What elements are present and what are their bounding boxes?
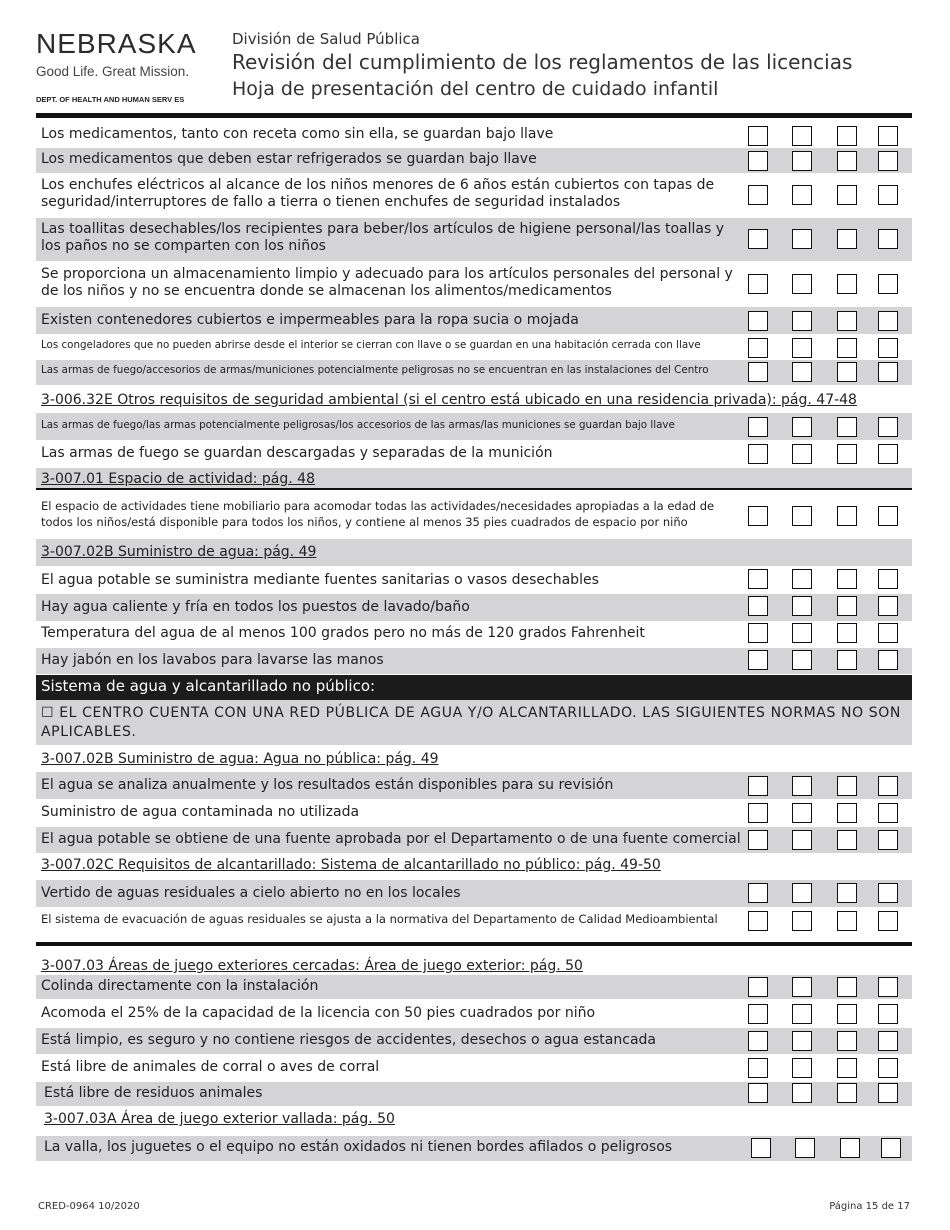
page-number: Página 15 de 17 <box>829 1201 910 1212</box>
checkbox-col-4[interactable] <box>878 151 898 171</box>
checklist-row <box>36 772 912 799</box>
section-heading <box>36 746 912 771</box>
row-label: Suministro de agua contaminada no utilizada <box>41 804 360 820</box>
section-divider <box>36 488 912 490</box>
row-label: El agua potable se suministra mediante fuentes sanitarias o vasos desechables <box>41 572 599 588</box>
checklist-row <box>36 648 912 674</box>
row-label: El sistema de evacuación de aguas residuales se ajusta a la normativa del Departamento de Calidad Medioambiental <box>41 912 718 926</box>
checklist-row <box>36 975 912 999</box>
row-label: 3-007.02C Requisitos de alcantarillado: Sistema de alcantarillado no público: pág. 49-50 <box>41 857 661 873</box>
checkbox-col-2[interactable] <box>792 444 812 464</box>
row-label: 3-007.03A Área de juego exterior vallada: pág. 50 <box>44 1111 395 1127</box>
checklist-row <box>36 594 912 621</box>
division-name: División de Salud Pública <box>232 30 420 48</box>
section-heading <box>36 948 912 974</box>
page-subtitle: Hoja de presentación del centro de cuidado infantil <box>232 78 719 100</box>
row-label: Los congeladores que no pueden abrirse desde el interior se cierran con llave o se guardan en una habitación cerrada con llave <box>41 339 701 351</box>
checkbox-col-2[interactable] <box>792 1083 812 1103</box>
row-label: Existen contenedores cubiertos e impermeables para la ropa sucia o mojada <box>41 312 579 328</box>
checkbox-col-4[interactable] <box>878 569 898 589</box>
checkbox-col-4[interactable] <box>878 506 898 526</box>
row-label: Está limpio, es seguro y no contiene riesgos de accidentes, desechos o agua estancada <box>41 1032 656 1048</box>
checkbox-col-3[interactable] <box>837 569 857 589</box>
checkbox-col-3[interactable] <box>837 911 857 931</box>
checkbox-col-4[interactable] <box>878 650 898 670</box>
checkbox-col-1[interactable] <box>748 776 768 796</box>
document-header <box>232 30 852 100</box>
row-label: Colinda directamente con la instalación <box>41 978 319 994</box>
checkbox-col-2[interactable] <box>792 362 812 382</box>
checkbox-col-4[interactable] <box>878 883 898 903</box>
checklist-row <box>36 122 912 147</box>
row-label: ☐ EL CENTRO CUENTA CON UNA RED PÚBLICA DE AGUA Y/O ALCANTARILLADO. LAS SIGUIENTES NORMAS NO SON APLICABLES. <box>41 705 901 740</box>
checklist-row <box>36 360 912 385</box>
checkbox-col-4[interactable] <box>878 311 898 331</box>
checkbox-col-4[interactable] <box>878 1004 898 1024</box>
checkbox-col-4[interactable] <box>878 776 898 796</box>
checklist-row <box>36 1136 912 1161</box>
checkbox-col-2[interactable] <box>792 776 812 796</box>
checkbox-col-1[interactable] <box>748 185 768 205</box>
section-heading <box>36 468 912 489</box>
section-heading <box>36 1108 912 1132</box>
checkbox-col-2[interactable] <box>792 506 812 526</box>
checkbox-col-2[interactable] <box>792 185 812 205</box>
row-label: 3-007.03 Áreas de juego exteriores cercadas: Área de juego exterior: pág. 50 <box>41 958 583 974</box>
row-label: Las toallitas desechables/los recipientes para beber/los artículos de higiene personal/las toallas y los paños no se comparten con los niños <box>41 221 725 254</box>
checkbox-col-1[interactable] <box>748 229 768 249</box>
checkbox-col-2[interactable] <box>792 126 812 146</box>
checkbox-col-2[interactable] <box>792 417 812 437</box>
row-label: El agua se analiza anualmente y los resultados están disponibles para su revisión <box>41 777 614 793</box>
checkbox-col-1[interactable] <box>748 151 768 171</box>
checkbox-col-2[interactable] <box>792 623 812 643</box>
checkbox-col-4[interactable] <box>878 1058 898 1078</box>
section-heading <box>36 387 912 412</box>
form-id: CRED-0964 10/2020 <box>38 1201 140 1212</box>
checkbox-col-4[interactable] <box>878 362 898 382</box>
checkbox-col-3[interactable] <box>837 417 857 437</box>
checkbox-col-2[interactable] <box>792 830 812 850</box>
checkbox-col-2[interactable] <box>792 311 812 331</box>
row-label: El espacio de actividades tiene mobiliario para acomodar todas las actividades/necesidades apropiadas a la edad de todos los niños/está disponible para todos los niños, y contiene al menos 35 pies cuadrados de espacio por niño <box>41 499 715 529</box>
row-label: 3-007.02B Suministro de agua: Agua no pública: pág. 49 <box>41 751 439 767</box>
checkbox-col-2[interactable] <box>792 883 812 903</box>
checkbox-col-2[interactable] <box>792 1031 812 1051</box>
checkbox-col-1[interactable] <box>748 1031 768 1051</box>
checkbox-col-3[interactable] <box>837 1083 857 1103</box>
logo-wordmark: NEBRASKA <box>36 28 197 59</box>
checkbox-col-3[interactable] <box>837 311 857 331</box>
row-label: Se proporciona un almacenamiento limpio y adecuado para los artículos personales del personal y de los niños y no se encuentra donde se almacenan los alimentos/medicamentos <box>41 266 733 299</box>
checkbox-col-1[interactable] <box>748 803 768 823</box>
checklist-row <box>36 413 912 440</box>
checklist-row <box>36 880 912 907</box>
checkbox-col-3[interactable] <box>837 1058 857 1078</box>
checkbox-col-3[interactable] <box>837 229 857 249</box>
checkbox-col-4[interactable] <box>878 803 898 823</box>
checkbox-col-4[interactable] <box>878 229 898 249</box>
checklist-row <box>36 1028 912 1054</box>
checkbox-col-1[interactable] <box>748 444 768 464</box>
checklist-row <box>36 335 912 359</box>
checkbox-col-3[interactable] <box>837 444 857 464</box>
checkbox-col-2[interactable] <box>792 1004 812 1024</box>
checkbox-col-1[interactable] <box>748 417 768 437</box>
checkbox-col-4[interactable] <box>878 1031 898 1051</box>
checkbox-col-3[interactable] <box>837 274 857 294</box>
row-label: Hay jabón en los lavabos para lavarse las manos <box>41 652 384 668</box>
section-band <box>36 675 912 700</box>
checklist-row <box>36 490 912 538</box>
checkbox-col-3[interactable] <box>837 185 857 205</box>
checkbox-col-2[interactable] <box>792 977 812 997</box>
checkbox-col-3[interactable] <box>840 1138 860 1158</box>
checkbox-col-3[interactable] <box>837 596 857 616</box>
checklist-row <box>36 263 912 306</box>
page-title: Revisión del cumplimiento de los reglamentos de las licencias <box>232 50 853 74</box>
checkbox-col-1[interactable] <box>748 274 768 294</box>
section-heading <box>36 853 912 879</box>
checkbox-col-3[interactable] <box>837 126 857 146</box>
checklist-row <box>36 1082 912 1106</box>
row-label: Acomoda el 25% de la capacidad de la licencia con 50 pies cuadrados por niño <box>41 1005 596 1021</box>
section-heading <box>36 539 912 566</box>
row-label: Temperatura del agua de al menos 100 grados pero no más de 120 grados Fahrenheit <box>41 625 645 641</box>
checklist-row <box>36 174 912 216</box>
checkbox-col-2[interactable] <box>792 151 812 171</box>
checkbox-col-1[interactable] <box>748 338 768 358</box>
header-divider <box>36 113 912 118</box>
checkbox-col-4[interactable] <box>878 417 898 437</box>
checklist-row <box>36 148 912 173</box>
logo-tagline: Good Life. Great Mission. <box>36 64 190 79</box>
checkbox-col-2[interactable] <box>792 338 812 358</box>
checkbox-col-4[interactable] <box>878 274 898 294</box>
row-label: Los medicamentos que deben estar refrigerados se guardan bajo llave <box>41 151 537 167</box>
checkbox-col-4[interactable] <box>878 338 898 358</box>
checkbox-col-1[interactable] <box>748 830 768 850</box>
checkbox-col-2[interactable] <box>795 1138 815 1158</box>
checkbox-col-1[interactable] <box>748 126 768 146</box>
checkbox-col-3[interactable] <box>837 1031 857 1051</box>
checkbox-col-4[interactable] <box>878 444 898 464</box>
checkbox-col-3[interactable] <box>837 883 857 903</box>
row-label: Vertido de aguas residuales a cielo abierto no en los locales <box>41 885 461 901</box>
checklist-row <box>36 800 912 826</box>
checkbox-col-1[interactable] <box>748 569 768 589</box>
checkbox-col-3[interactable] <box>837 830 857 850</box>
checklist-row <box>36 440 912 467</box>
row-label: Está libre de residuos animales <box>44 1085 263 1101</box>
checkbox-col-4[interactable] <box>878 1083 898 1103</box>
checklist-row <box>36 621 912 648</box>
row-label: Los enchufes eléctricos al alcance de los niños menores de 6 años están cubiertos con tapas de seguridad/interruptores de fallo a tierra o tienen enchufes de seguridad instalados <box>41 177 715 210</box>
row-label: Las armas de fuego/accesorios de armas/municiones potencialmente peligrosas no se encuentran en las instalaciones del Centro <box>41 364 709 376</box>
row-label: 3-007.01 Espacio de actividad: pág. 48 <box>41 471 315 487</box>
row-label: Las armas de fuego se guardan descargadas y separadas de la munición <box>41 445 553 461</box>
checklist-row <box>36 1001 912 1027</box>
section-divider <box>36 942 912 946</box>
checkbox-col-1[interactable] <box>748 506 768 526</box>
checkbox-col-3[interactable] <box>837 650 857 670</box>
checklist-row <box>36 218 912 261</box>
checkbox-col-4[interactable] <box>878 911 898 931</box>
row-label: Las armas de fuego/las armas potencialmente peligrosas/los accesorios de las armas/las municiones se guardan bajo llave <box>41 419 675 431</box>
checkbox-col-1[interactable] <box>751 1138 771 1158</box>
checkbox-col-4[interactable] <box>878 185 898 205</box>
checkbox-col-3[interactable] <box>837 151 857 171</box>
checkbox-col-1[interactable] <box>748 1083 768 1103</box>
checkbox-col-3[interactable] <box>837 803 857 823</box>
row-label: Los medicamentos, tanto con receta como sin ella, se guardan bajo llave <box>41 126 554 142</box>
checkbox-col-1[interactable] <box>748 1058 768 1078</box>
row-label: Sistema de agua y alcantarillado no público: <box>41 677 376 695</box>
checkbox-col-1[interactable] <box>748 623 768 643</box>
checkbox-col-1[interactable] <box>748 1004 768 1024</box>
checkbox-col-1[interactable] <box>748 311 768 331</box>
checkbox-col-4[interactable] <box>878 596 898 616</box>
checkbox-col-3[interactable] <box>837 776 857 796</box>
checkbox-col-2[interactable] <box>792 650 812 670</box>
checkbox-col-1[interactable] <box>748 911 768 931</box>
applicability-note <box>36 700 912 745</box>
checkbox-col-1[interactable] <box>748 883 768 903</box>
row-label: 3-007.02B Suministro de agua: pág. 49 <box>41 544 317 560</box>
checkbox-col-4[interactable] <box>878 977 898 997</box>
checkbox-col-1[interactable] <box>748 362 768 382</box>
checkbox-col-3[interactable] <box>837 338 857 358</box>
checkbox-col-2[interactable] <box>792 911 812 931</box>
checklist-row <box>36 307 912 334</box>
checkbox-col-2[interactable] <box>792 229 812 249</box>
checkbox-col-3[interactable] <box>837 623 857 643</box>
checklist-row <box>36 908 912 942</box>
checkbox-col-2[interactable] <box>792 569 812 589</box>
checkbox-col-1[interactable] <box>748 650 768 670</box>
checkbox-col-2[interactable] <box>792 274 812 294</box>
checkbox-col-2[interactable] <box>792 596 812 616</box>
checkbox-col-4[interactable] <box>878 830 898 850</box>
row-label: 3-006.32E Otros requisitos de seguridad ambiental (si el centro está ubicado en una residencia privada): pág. 47-48 <box>41 392 857 408</box>
checkbox-col-3[interactable] <box>837 362 857 382</box>
checkbox-col-3[interactable] <box>837 977 857 997</box>
row-label: Está libre de animales de corral o aves de corral <box>41 1059 380 1075</box>
row-label: La valla, los juguetes o el equipo no están oxidados ni tienen bordes afilados o peligrosos <box>44 1139 673 1155</box>
nebraska-logo <box>36 30 226 104</box>
checkbox-col-4[interactable] <box>881 1138 901 1158</box>
checkbox-col-2[interactable] <box>792 803 812 823</box>
checkbox-col-3[interactable] <box>837 1004 857 1024</box>
checkbox-col-3[interactable] <box>837 506 857 526</box>
checkbox-col-4[interactable] <box>878 126 898 146</box>
checklist-row <box>36 567 912 594</box>
row-label: Hay agua caliente y fría en todos los puestos de lavado/baño <box>41 599 470 615</box>
checkbox-col-1[interactable] <box>748 596 768 616</box>
logo-department: DEPT. OF HEALTH AND HUMAN SERV ES <box>36 95 185 104</box>
checkbox-col-2[interactable] <box>792 1058 812 1078</box>
checkbox-col-4[interactable] <box>878 623 898 643</box>
row-label: El agua potable se obtiene de una fuente aprobada por el Departamento o de una fuente comercial <box>41 831 741 847</box>
checklist-row <box>36 827 912 853</box>
checklist-row <box>36 1055 912 1081</box>
checkbox-col-1[interactable] <box>748 977 768 997</box>
